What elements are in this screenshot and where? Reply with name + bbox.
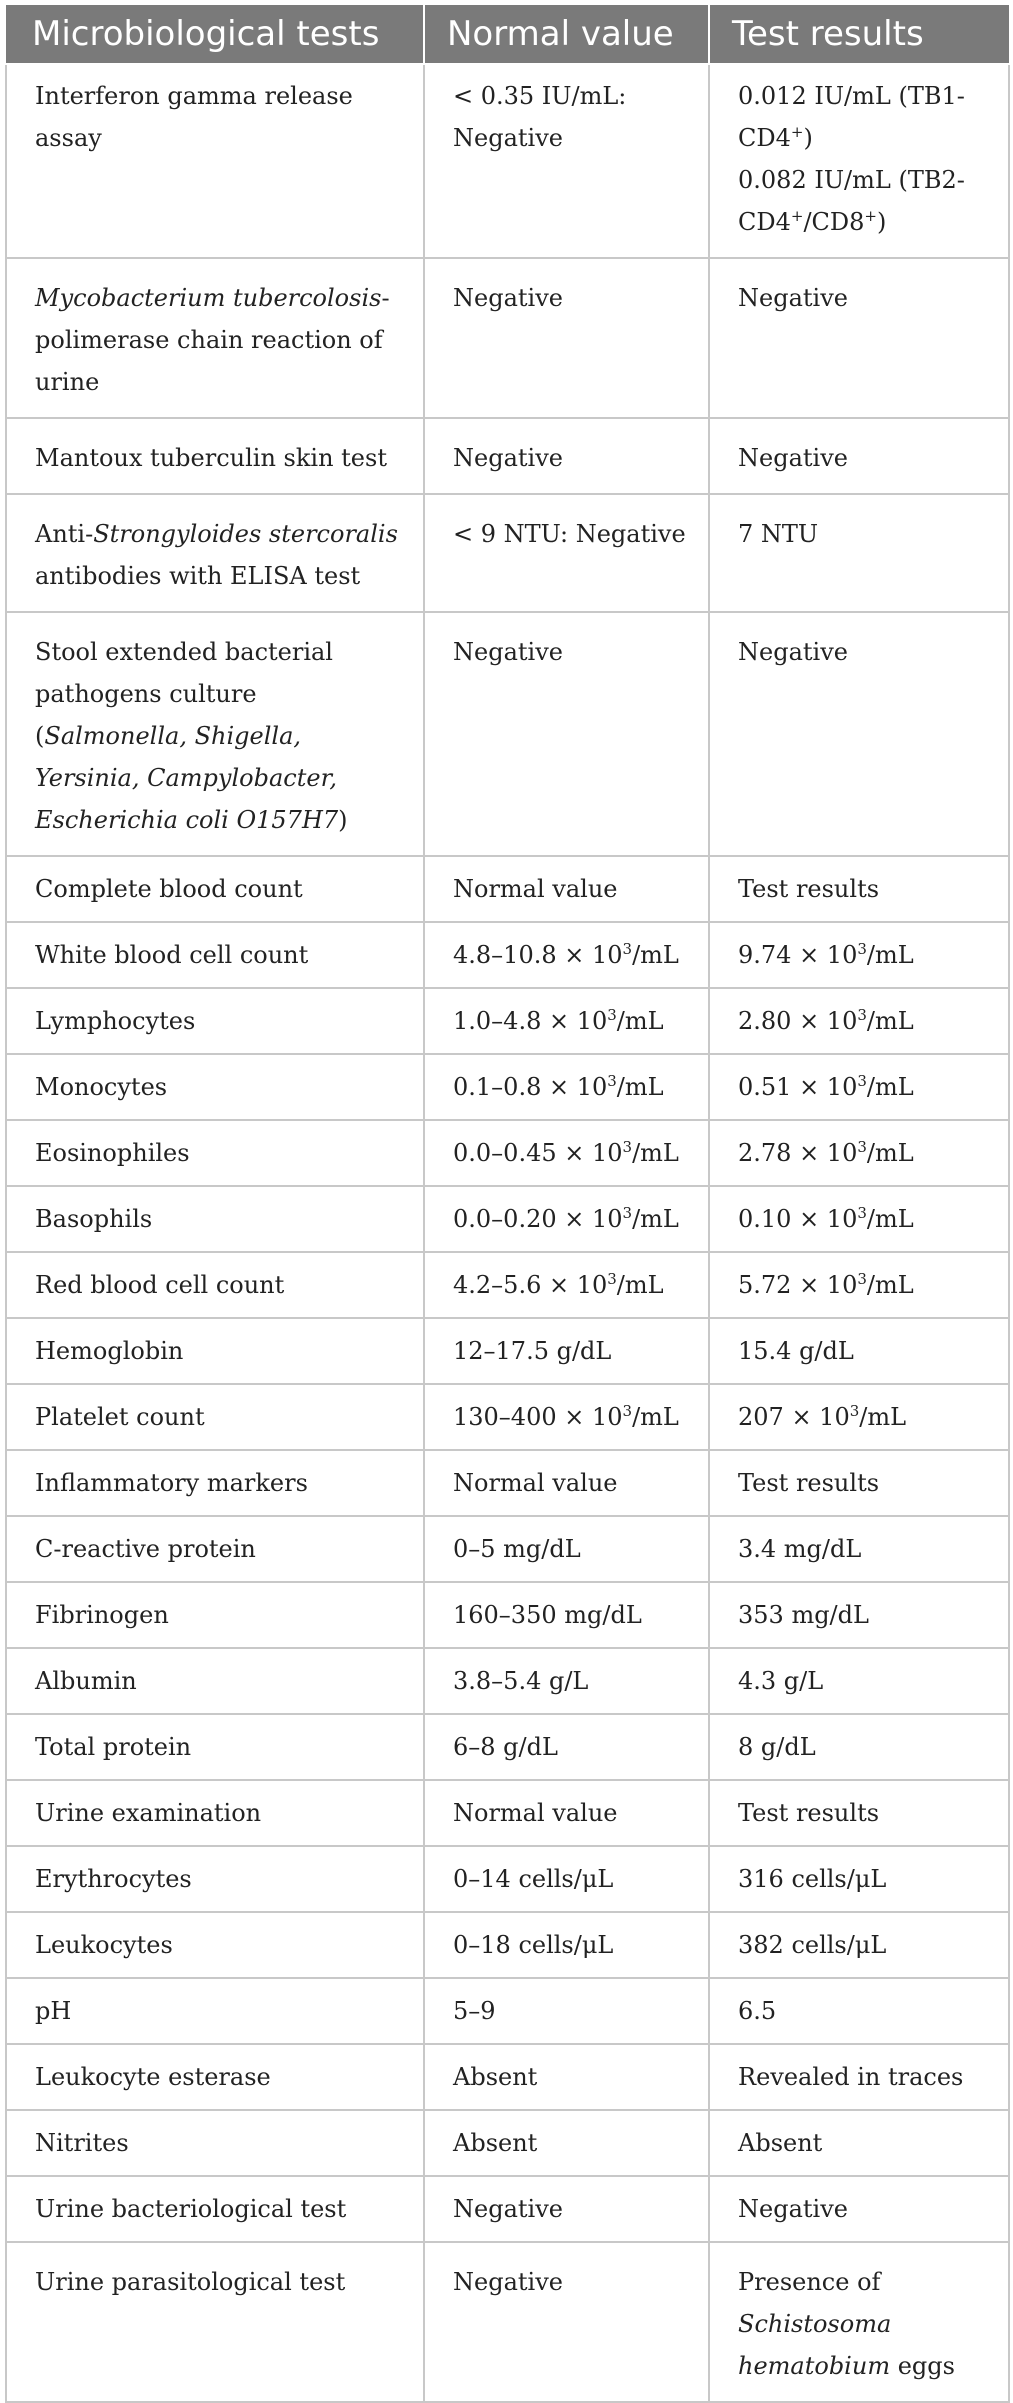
cell-normal: < 9 NTU: Negative (424, 494, 709, 612)
table-row-urine-bacteriological (6, 2176, 1009, 2242)
header-row (6, 5, 1009, 64)
cell-result: Revealed in traces (709, 2044, 1009, 2110)
cell-result: $2.78 \times 10^3/mL$ (709, 1120, 1009, 1186)
cell-normal: $1.0-4.8 \times 10^3/mL$ (424, 988, 709, 1054)
table-row-urine-header (6, 1780, 1009, 1846)
cell-normal: $0.0-0.20 \times 10^3/mL$ (424, 1186, 709, 1252)
cell-normal: 3.8–5.4 g/L (424, 1648, 709, 1714)
table-row-nitrites (6, 2110, 1009, 2176)
table-row-cbc-header (6, 856, 1009, 922)
cell-test: C-reactive protein (6, 1516, 424, 1582)
cell-test: Anti-Strongyloides stercoralis antibodies with ELISA test (6, 494, 424, 612)
cell-normal: 0–5 mg/dL (424, 1516, 709, 1582)
cell-result: Negative (709, 258, 1009, 418)
cell-normal: 0–14 cells/μL (424, 1846, 709, 1912)
cell-test: Urine examination (6, 1780, 424, 1846)
table-row-ph (6, 1978, 1009, 2044)
cell-test: Urine parasitological test (6, 2242, 424, 2402)
header-test: Microbiological tests (6, 5, 424, 64)
lab-results-table (5, 5, 1010, 2403)
table-row-monocytes (6, 1054, 1009, 1120)
cell-test: Albumin (6, 1648, 424, 1714)
cell-test: Eosinophiles (6, 1120, 424, 1186)
cell-test: Monocytes (6, 1054, 424, 1120)
cell-test: Red blood cell count (6, 1252, 424, 1318)
cell-result: Test results (709, 1450, 1009, 1516)
cell-test: Interferon gamma release assay (6, 64, 424, 258)
cell-result: 6.5 (709, 1978, 1009, 2044)
cell-test: Nitrites (6, 2110, 424, 2176)
table-row-inflammatory-header (6, 1450, 1009, 1516)
table-row-stool-culture (6, 612, 1009, 856)
cell-normal: $130-400 \times 10^3/mL$ (424, 1384, 709, 1450)
table-row-erythrocytes (6, 1846, 1009, 1912)
cell-normal: Absent (424, 2044, 709, 2110)
cell-test: Fibrinogen (6, 1582, 424, 1648)
cell-test: Complete blood count (6, 856, 424, 922)
cell-result: $2.80 \times 10^3/mL$ (709, 988, 1009, 1054)
cell-test: Mantoux tuberculin skin test (6, 418, 424, 494)
cell-normal: Negative (424, 612, 709, 856)
table-row-basophils (6, 1186, 1009, 1252)
table-row-urine-parasitological (6, 2242, 1009, 2402)
cell-test: Urine bacteriological test (6, 2176, 424, 2242)
cell-result: $207 \times 10^3/mL$ (709, 1384, 1009, 1450)
cell-result: Negative (709, 612, 1009, 856)
cell-normal: 12–17.5 g/dL (424, 1318, 709, 1384)
header-test-results: Test results (709, 5, 1009, 64)
cell-test: Mycobacterium tubercolosis-polimerase chain reaction of urine (6, 258, 424, 418)
cell-result: $0.10 \times 10^3/mL$ (709, 1186, 1009, 1252)
cell-normal: $0.1-0.8 \times 10^3/mL$ (424, 1054, 709, 1120)
cell-result: 8 g/dL (709, 1714, 1009, 1780)
header-normal-value: Normal value (424, 5, 709, 64)
table-row-wbc (6, 922, 1009, 988)
table-row-crp (6, 1516, 1009, 1582)
table-row-leukocytes (6, 1912, 1009, 1978)
table-row-eosinophiles (6, 1120, 1009, 1186)
cell-normal: Negative (424, 258, 709, 418)
cell-result: 3.4 mg/dL (709, 1516, 1009, 1582)
cell-result: $0.51 \times 10^3/mL$ (709, 1054, 1009, 1120)
cell-normal: Negative (424, 2242, 709, 2402)
cell-normal: 0–18 cells/μL (424, 1912, 709, 1978)
cell-normal: $4.8-10.8 \times 10^3/mL$ (424, 922, 709, 988)
cell-test: Platelet count (6, 1384, 424, 1450)
cell-result: 4.3 g/L (709, 1648, 1009, 1714)
cell-test: Leukocytes (6, 1912, 424, 1978)
cell-test: Inflammatory markers (6, 1450, 424, 1516)
cell-normal: Normal value (424, 856, 709, 922)
cell-normal: Negative (424, 2176, 709, 2242)
cell-result: 7 NTU (709, 494, 1009, 612)
table-row-rbc (6, 1252, 1009, 1318)
cell-test: Lymphocytes (6, 988, 424, 1054)
cell-test: pH (6, 1978, 424, 2044)
cell-result: Negative (709, 418, 1009, 494)
cell-normal: < 0.35 IU/mL: Negative (424, 64, 709, 258)
cell-normal: Negative (424, 418, 709, 494)
cell-test: Hemoglobin (6, 1318, 424, 1384)
cell-result: 15.4 g/dL (709, 1318, 1009, 1384)
cell-result: $5.72 \times 10^3/mL$ (709, 1252, 1009, 1318)
cell-normal: Absent (424, 2110, 709, 2176)
cell-result: Negative (709, 2176, 1009, 2242)
table-row-platelets (6, 1384, 1009, 1450)
cell-test: Basophils (6, 1186, 424, 1252)
table-row-leukocyte-esterase (6, 2044, 1009, 2110)
cell-test: White blood cell count (6, 922, 424, 988)
cell-result: Test results (709, 1780, 1009, 1846)
table-row-total-protein (6, 1714, 1009, 1780)
cell-result: 353 mg/dL (709, 1582, 1009, 1648)
cell-normal: 6–8 g/dL (424, 1714, 709, 1780)
table-row-mantoux (6, 418, 1009, 494)
cell-test: Erythrocytes (6, 1846, 424, 1912)
cell-test: Leukocyte esterase (6, 2044, 424, 2110)
cell-result: Test results (709, 856, 1009, 922)
cell-normal: $0.0-0.45 \times 10^3/mL$ (424, 1120, 709, 1186)
table-row-lymphocytes (6, 988, 1009, 1054)
table-row-albumin (6, 1648, 1009, 1714)
cell-result: 0.012 IU/mL (TB1-CD4+) 0.082 IU/mL (TB2-CD4+/CD8+) (709, 64, 1009, 258)
cell-normal: $4.2-5.6 \times 10^3/mL$ (424, 1252, 709, 1318)
cell-result: 316 cells/μL (709, 1846, 1009, 1912)
cell-normal: 5–9 (424, 1978, 709, 2044)
cell-result: $9.74 \times 10^3/mL$ (709, 922, 1009, 988)
table-row-igra (6, 64, 1009, 258)
cell-result: 382 cells/μL (709, 1912, 1009, 1978)
cell-result: Presence of Schistosoma hematobium eggs (709, 2242, 1009, 2402)
cell-test: Total protein (6, 1714, 424, 1780)
table-row-mtb-pcr (6, 258, 1009, 418)
cell-normal: Normal value (424, 1780, 709, 1846)
table-row-hemoglobin (6, 1318, 1009, 1384)
cell-result: Absent (709, 2110, 1009, 2176)
cell-normal: 160–350 mg/dL (424, 1582, 709, 1648)
cell-normal: Normal value (424, 1450, 709, 1516)
cell-test: Stool extended bacterial pathogens culture (Salmonella, Shigella, Yersinia, Campylobacter, Escherichia coli O157H7) (6, 612, 424, 856)
table-row-fibrinogen (6, 1582, 1009, 1648)
table-row-strongyloides (6, 494, 1009, 612)
